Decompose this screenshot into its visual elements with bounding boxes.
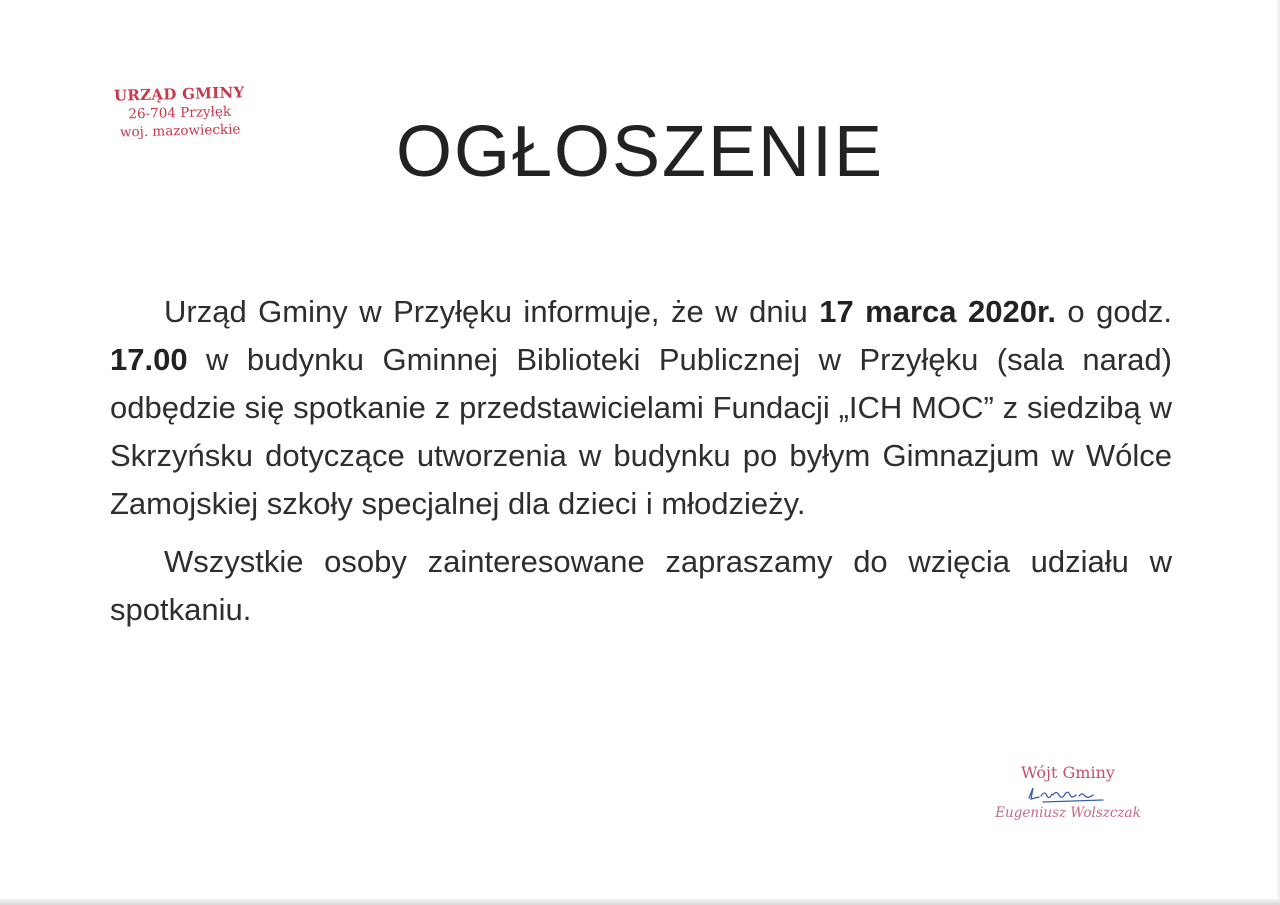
stamp-office-name: URZĄD GMINY bbox=[113, 83, 245, 105]
signature-name: Eugeniusz Wolszczak bbox=[995, 805, 1141, 821]
meeting-time: 17.00 bbox=[110, 342, 188, 377]
paragraph-1-details: w budynku Gminnej Biblioteki Publicznej w Przyłęku (sala narad) odbędzie się spotkanie z przedstawicielami Fundacji „ICH MOC” z siedzibą w Skrzyńsku dotyczące utworzenia w budynku po byłym Gimnazjum w Wólce Zamojskiej szkoły specjalnej dla dzieci i młodzieży. bbox=[110, 342, 1172, 521]
stamp-region: woj. mazowieckie bbox=[119, 121, 241, 141]
handwritten-signature-icon bbox=[1023, 784, 1113, 804]
paragraph-1-intro: Urząd Gminy w Przyłęku informuje, że w dniu bbox=[164, 294, 820, 329]
stamp-address: 26-704 Przyłęk bbox=[128, 103, 232, 123]
announcement-body bbox=[110, 288, 1172, 634]
meeting-date: 17 marca 2020r. bbox=[819, 294, 1056, 329]
paragraph-1-time-prefix: o godz. bbox=[1055, 294, 1172, 329]
announcement-paragraph-1 bbox=[110, 288, 1172, 528]
signature-role: Wójt Gminy bbox=[1021, 763, 1115, 782]
signature-stamp bbox=[978, 762, 1158, 822]
announcement-paragraph-2: Wszystkie osoby zainteresowane zapraszamy do wzięcia udziału w spotkaniu. bbox=[110, 544, 1172, 627]
page-title: OGŁOSZENIE bbox=[395, 112, 885, 192]
scan-edge-bottom bbox=[0, 899, 1280, 905]
